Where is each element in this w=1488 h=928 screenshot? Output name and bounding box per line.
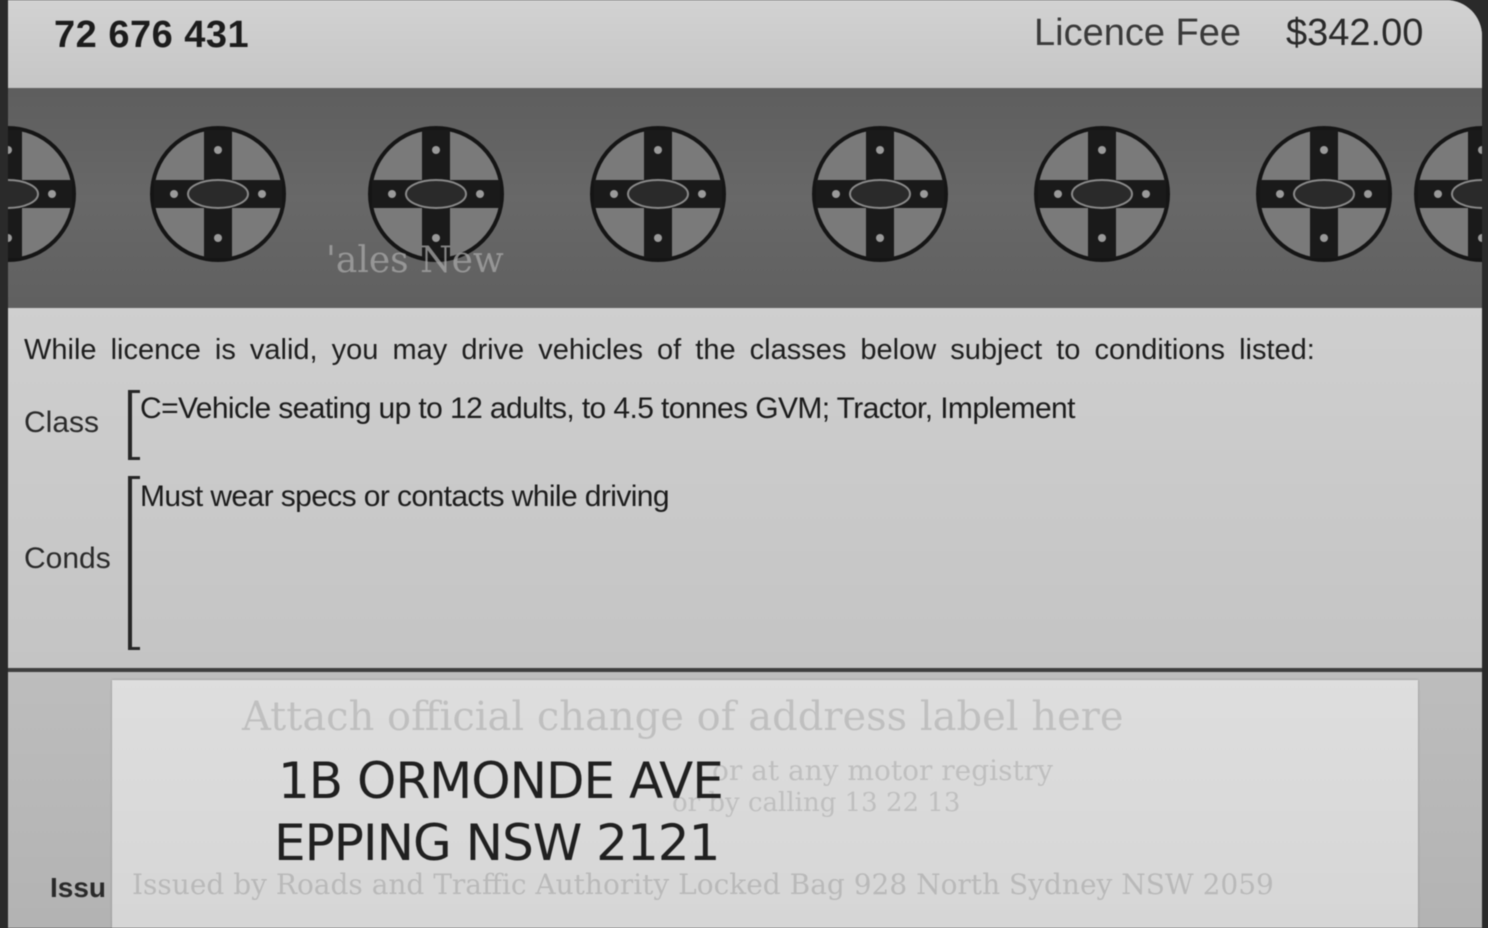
emblem-row xyxy=(8,88,1482,308)
ghost-line-2: or by calling 13 22 13 xyxy=(672,788,961,818)
issued-by-label: Issu xyxy=(50,872,107,903)
address-line-2: EPPING NSW 2121 xyxy=(274,814,720,872)
emblem-icon xyxy=(1036,128,1168,260)
address-area xyxy=(8,672,1482,928)
licence-details xyxy=(8,308,1482,678)
emblem-icon xyxy=(8,128,74,260)
licence-fee-value: $342.00 xyxy=(1286,12,1424,54)
conds-value: Must wear specs or contacts while driving xyxy=(140,480,669,513)
address-sticker xyxy=(112,680,1418,928)
ghost-heading: Attach official change of address label here xyxy=(242,694,1124,740)
conds-bracket xyxy=(128,476,140,650)
ghost-issued: Issued by Roads and Traffic Authority Locked Bag 928 North Sydney NSW 2059 xyxy=(132,868,1274,901)
emblem-band xyxy=(8,88,1482,308)
emblem-icon xyxy=(1416,128,1482,260)
address-line-1: 1B ORMONDE AVE xyxy=(278,752,723,810)
licence-fee-label: Licence Fee xyxy=(1034,12,1242,54)
emblem-icon xyxy=(152,128,284,260)
card-header xyxy=(8,0,1482,88)
emblem-icon xyxy=(1258,128,1390,260)
class-label: Class xyxy=(24,406,100,439)
emblem-icon xyxy=(592,128,724,260)
validity-statement: While licence is valid, you may drive vehicles of the classes below subject to conditions listed: xyxy=(24,334,1315,366)
conds-label: Conds xyxy=(24,542,111,575)
watermark-text: 'ales New xyxy=(326,240,504,281)
emblem-strip xyxy=(8,88,1482,308)
emblem-icon xyxy=(814,128,946,260)
class-bracket xyxy=(128,390,140,460)
ghost-line-1: or at any motor registry xyxy=(712,754,1053,787)
licence-card xyxy=(8,0,1482,928)
card-number: 72 676 431 xyxy=(54,14,250,56)
class-value: C=Vehicle seating up to 12 adults, to 4.5 tonnes GVM; Tractor, Implement xyxy=(140,392,1075,425)
